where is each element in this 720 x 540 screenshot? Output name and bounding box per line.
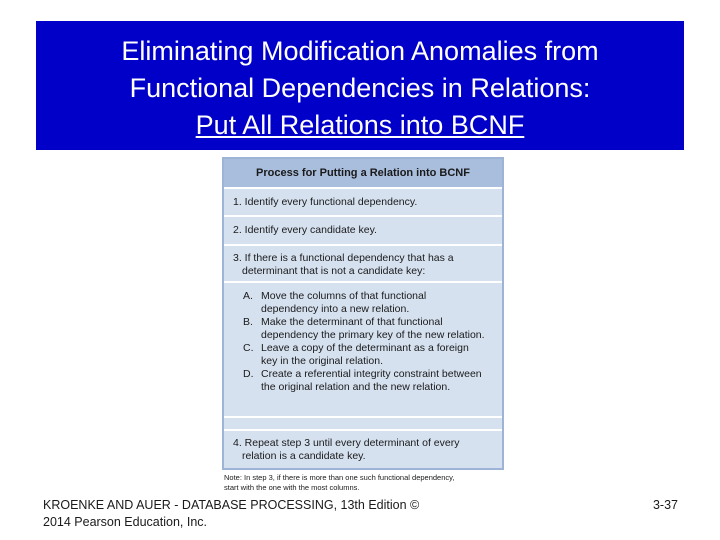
step-2-row [224,217,502,246]
footer-citation-line-2: 2014 Pearson Education, Inc. [43,515,208,529]
substep-a-line-2: dependency into a new relation. [261,303,410,315]
substep-c-letter: C. [243,342,254,354]
substep-b [243,316,496,342]
step-4-text-line-1: 4. Repeat step 3 until every determinant of every [233,437,460,449]
title-line-2: Functional Dependencies in Relations: [129,73,591,103]
substep-a-letter: A. [243,290,253,302]
step-2-text: 2. Identify every candidate key. [233,224,377,236]
figure-note-line-2: start with the one with the most columns. [224,483,360,492]
footer-citation [43,497,419,531]
step-3-text-line-1: 3. If there is a functional dependency that has a [233,252,454,264]
footer-citation-line-1: KROENKE AND AUER - DATABASE PROCESSING, 13th Edition © [43,498,420,512]
step-3-substeps-row [224,283,502,418]
substep-d [243,368,496,394]
substep-a [243,290,496,316]
title-line-1: Eliminating Modification Anomalies from [121,36,599,66]
substep-b-letter: B. [243,316,253,328]
substep-a-line-1: Move the columns of that functional [261,290,427,302]
page-number: 3-37 [652,498,678,512]
title-banner [36,21,684,150]
step-3-text-line-2: determinant that is not a candidate key: [242,265,426,277]
substep-b-line-1: Make the determinant of that functional [261,316,443,328]
substep-c-line-2: key in the original relation. [261,355,383,367]
step-4-row [224,431,502,468]
process-table [222,157,504,470]
substep-d-letter: D. [243,368,254,380]
title-line-3: Put All Relations into BCNF [195,110,525,140]
step-4-text-line-2: relation is a candidate key. [242,450,366,462]
table-spacer-row [224,418,502,431]
step-1-row [224,189,502,217]
substep-b-line-2: dependency the primary key of the new relation. [261,329,485,341]
step-3-row [224,246,502,283]
substep-c [243,342,496,368]
process-table-header: Process for Putting a Relation into BCNF [224,159,502,189]
substep-d-line-2: the original relation and the new relation. [261,381,451,393]
substep-c-line-1: Leave a copy of the determinant as a foreign [261,342,469,354]
bcnf-process-figure [222,157,504,493]
substep-d-line-1: Create a referential integrity constraint between [261,368,482,380]
step-1-text: 1. Identify every functional dependency. [233,196,418,208]
figure-note-line-1: Note: In step 3, if there is more than one such functional dependency, [224,473,455,482]
figure-note [222,470,504,493]
